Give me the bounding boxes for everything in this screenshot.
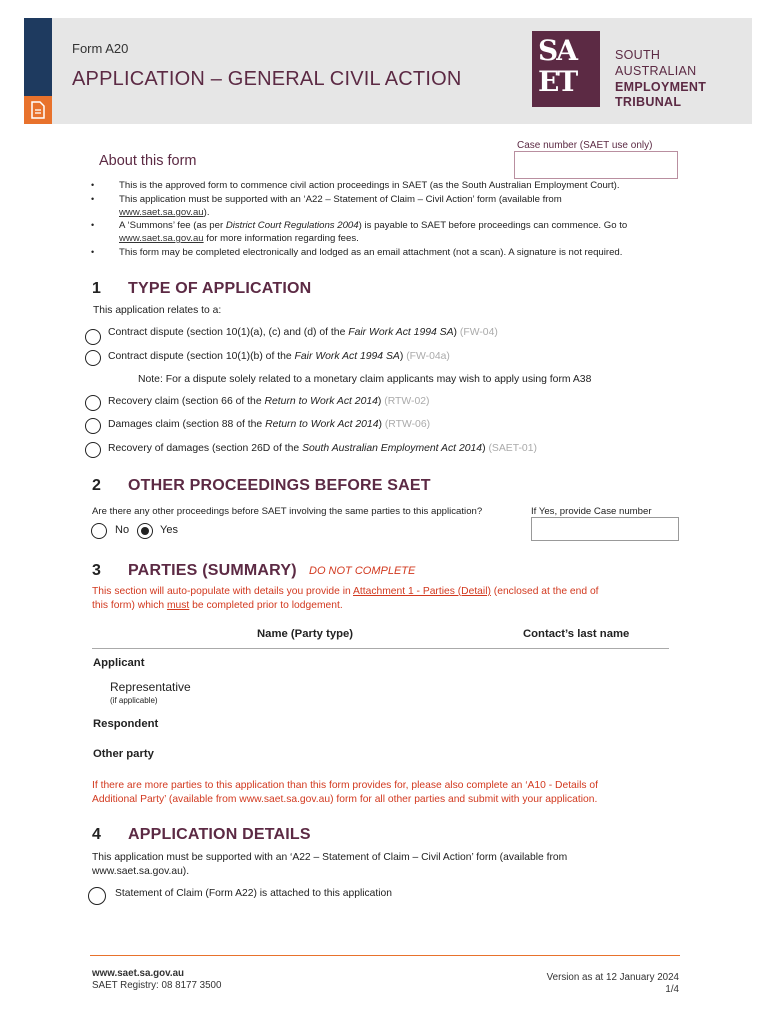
table-divider xyxy=(92,648,669,649)
logo-text-line3: EMPLOYMENT xyxy=(615,80,707,94)
saet-link[interactable]: www.saet.sa.gov.au xyxy=(119,207,204,218)
attachment-link[interactable]: Attachment 1 - Parties (Detail) xyxy=(353,586,491,597)
bullet-icon: • xyxy=(91,194,95,204)
radio-no-label: No xyxy=(115,524,130,536)
section-1-number: 1 xyxy=(92,280,101,297)
section-3-info: This section will auto-populate with details you provide in Attachment 1 - Parties (Detail) (enclosed at the end of this form) which must be completed prior to lodgement. xyxy=(92,586,599,611)
option-recovery-claim: Recovery claim (section 66 of the Return to Work Act 2014) (RTW-02) xyxy=(108,396,430,407)
column-header-contact: Contact’s last name xyxy=(523,628,630,640)
about-bullet-4: This form may be completed electronically and lodged as an email attachment (not a scan). A signature is not required. xyxy=(119,247,623,258)
radio-damages-claim[interactable] xyxy=(85,418,101,434)
option-damages-claim: Damages claim (section 88 of the Return to Work Act 2014) (RTW-06) xyxy=(108,419,431,430)
logo-text-line2: AUSTRALIAN xyxy=(615,64,697,78)
radio-no[interactable] xyxy=(91,523,107,539)
about-bullet-2: This application must be supported with an ‘A22 – Statement of Claim – Civil Action’ form (available from www.saet.sa.gov.au). xyxy=(119,194,562,218)
radio-yes-label: Yes xyxy=(160,524,178,536)
section-4-info: This application must be supported with an ‘A22 – Statement of Claim – Civil Action’ form (available from www.saet.sa.gov.au). xyxy=(92,852,568,877)
column-header-name: Name (Party type) xyxy=(257,628,354,640)
section-1-intro: This application relates to a: xyxy=(93,305,222,316)
saet-link[interactable]: www.saet.sa.gov.au xyxy=(119,233,204,244)
bullet-icon: • xyxy=(91,247,95,257)
radio-yes[interactable] xyxy=(137,523,153,539)
applicant-label: Applicant xyxy=(93,657,145,669)
about-bullet-3: A ‘Summons’ fee (as per District Court Regulations 2004) is payable to SAET before proceedings can commence. Go to www.saet.sa.gov.au for more information regarding fees. xyxy=(119,220,628,244)
section-3-number: 3 xyxy=(92,562,101,579)
additional-party-note: If there are more parties to this application than this form provides for, please also complete an ‘A10 - Details of Additional Party’ (available from www.saet.sa.gov.au) form for all other parties and submit with your application. xyxy=(92,780,598,805)
representative-label: Representative xyxy=(110,680,191,694)
section-1-note: Note: For a dispute solely related to a monetary claim applicants may wish to apply using form A38 xyxy=(138,374,592,385)
document-icon xyxy=(24,96,52,124)
section-2-number: 2 xyxy=(92,477,101,494)
other-case-number-label: If Yes, provide Case number xyxy=(531,506,652,517)
form-header xyxy=(24,18,752,124)
bullet-icon: • xyxy=(91,220,95,230)
other-case-number-field[interactable] xyxy=(531,517,679,541)
other-party-label: Other party xyxy=(93,748,154,760)
section-4-number: 4 xyxy=(92,826,101,843)
radio-recovery-claim[interactable] xyxy=(85,395,101,411)
about-bullet-1: This is the approved form to commence civil action proceedings in SAET (as the South Australian Employment Court). xyxy=(119,180,620,191)
section-3-title: PARTIES (SUMMARY) xyxy=(128,562,297,579)
statement-attached-checkbox[interactable] xyxy=(88,887,106,905)
section-2-title: OTHER PROCEEDINGS BEFORE SAET xyxy=(128,477,431,494)
logo-text-line1: SOUTH xyxy=(615,48,661,62)
form-title: APPLICATION – GENERAL CIVIL ACTION xyxy=(72,68,462,90)
logo-mark-top: SA xyxy=(538,34,576,67)
do-not-complete-flag: DO NOT COMPLETE xyxy=(309,565,416,577)
radio-contract-dispute-b[interactable] xyxy=(85,350,101,366)
footer-website: www.saet.sa.gov.au xyxy=(92,968,185,979)
logo-text-line4: TRIBUNAL xyxy=(615,95,682,109)
radio-recovery-of-damages[interactable] xyxy=(85,442,101,458)
logo-mark-bottom: ET xyxy=(538,65,577,98)
option-contract-dispute-a: Contract dispute (section 10(1)(a), (c) and (d) of the Fair Work Act 1994 SA) (FW-04) xyxy=(108,327,498,338)
page-number: 1/4 xyxy=(665,984,679,995)
option-recovery-of-damages: Recovery of damages (section 26D of the South Australian Employment Act 2014) (SAET-01) xyxy=(108,443,537,454)
section-4-title: APPLICATION DETAILS xyxy=(128,826,311,843)
section-2-question: Are there any other proceedings before SAET involving the same parties to this application? xyxy=(92,506,483,517)
if-applicable-note: (if applicable) xyxy=(110,696,158,705)
section-1-title: TYPE OF APPLICATION xyxy=(128,280,312,297)
statement-attached-label: Statement of Claim (Form A22) is attached to this application xyxy=(115,888,393,899)
case-number-label: Case number (SAET use only) xyxy=(517,140,653,151)
respondent-label: Respondent xyxy=(93,718,159,730)
bullet-icon: • xyxy=(91,180,95,190)
option-contract-dispute-b: Contract dispute (section 10(1)(b) of the Fair Work Act 1994 SA) (FW-04a) xyxy=(108,351,450,362)
footer-registry: SAET Registry: 08 8177 3500 xyxy=(92,980,222,991)
header-stripe xyxy=(24,18,52,96)
case-number-field[interactable] xyxy=(514,151,678,179)
about-title: About this form xyxy=(99,153,197,169)
form-code: Form A20 xyxy=(72,41,129,56)
radio-contract-dispute-a[interactable] xyxy=(85,329,101,345)
footer-version: Version as at 12 January 2024 xyxy=(546,972,679,983)
footer-divider xyxy=(90,955,680,956)
